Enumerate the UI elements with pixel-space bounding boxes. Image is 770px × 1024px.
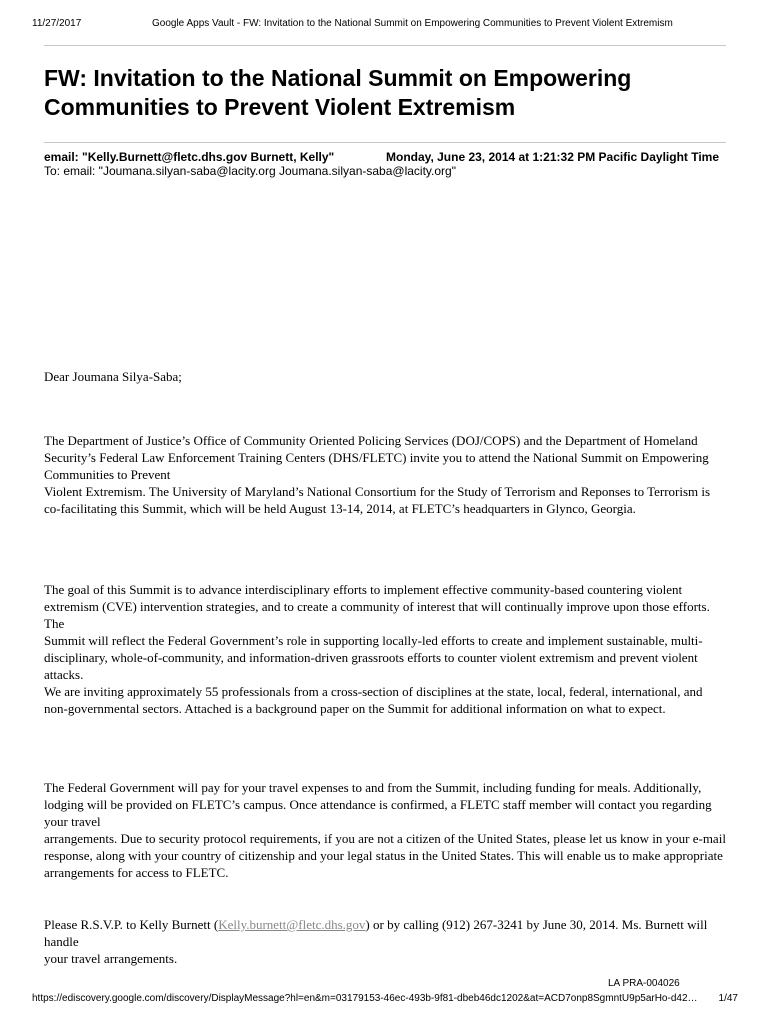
paragraph-goal (44, 581, 726, 717)
rsvp-text-after: ) or by calling (912) 267-3241 by June 30, 2014. Ms. Burnett will handle (44, 917, 708, 949)
print-footer (32, 993, 738, 1007)
email-subject: FW: Invitation to the National Summit on Empowering Communities to Prevent Violent Extremism (44, 65, 632, 120)
page-number: 1/47 (718, 993, 738, 1004)
rsvp-text-before: Please R.S.V.P. to Kelly Burnett ( (44, 917, 219, 932)
email-from: email: "Kelly.Burnett@fletc.dhs.gov Burnett, Kelly" (44, 150, 335, 164)
paragraph-line: arrangements. Due to security protocol requirements, if you are not a citizen of the United States, please let us know in your e-mail response, along with your country of citizenship and your legal status in the United States. This will enable us to make appropriate (44, 831, 726, 863)
greeting: Dear Joumana Silya-Saba; (44, 369, 182, 384)
email-to: To: email: "Joumana.silyan-saba@lacity.org Joumana.silyan-saba@lacity.org" (44, 164, 456, 178)
paragraph-line: your travel arrangements. (44, 951, 178, 966)
header-divider (44, 45, 726, 46)
subject-divider (44, 142, 726, 143)
paragraph-line: arrangements for access to FLETC. (44, 865, 229, 880)
bates-number: LA PRA-004026 (608, 978, 680, 989)
paragraph-line: The Department of Justice’s Office of Community Oriented Policing Services (DOJ/COPS) and the Department of Homeland Security’s Federal Law Enforcement Training Centers (DHS/FLETC) invite you to attend the National Summit on Empowering Communities to Prevent (44, 433, 709, 482)
paragraph-rsvp (44, 916, 726, 967)
email-meta (44, 150, 734, 178)
rsvp-email-link[interactable]: Kelly.burnett@fletc.dhs.gov (218, 917, 366, 932)
paragraph-line: The Federal Government will pay for your travel expenses to and from the Summit, including funding for meals. Additionally, lodging will be provided on FLETC’s campus. Once attendance is confirmed, a FLETC staff member will contact you regarding your travel (44, 780, 712, 829)
paragraph-line: Violent Extremism. The University of Maryland’s National Consortium for the Study of Terrorism and Reponses to Terrorism is co-facilitating this Summit, which will be held August 13-14, 2014, at FLETC’s headquarters in Glynco, Georgia. (44, 484, 711, 516)
footer-url: https://ediscovery.google.com/discovery/DisplayMessage?hl=en&m=03179153-46ec-493b-9f81-dbeb46dc1202&at=ACD7onp8SgmntU9p5arHo-d42… (32, 993, 698, 1004)
paragraph-travel (44, 779, 726, 881)
paragraph-line: We are inviting approximately 55 professionals from a cross-section of disciplines at the state, local, federal, international, and non-governmental sectors. Attached is a background paper on the Summit for additional information on what to expect. (44, 684, 703, 716)
paragraph-invitation (44, 432, 726, 517)
email-sent-date: Monday, June 23, 2014 at 1:21:32 PM Pacific Daylight Time (386, 150, 720, 164)
paragraph-line: Summit will reflect the Federal Government’s role in supporting locally-led efforts to create and implement sustainable, multi-disciplinary, whole-of-community, and information-driven grassroots efforts to counter violent extremism and prevent violent attacks. (44, 633, 703, 682)
print-date: 11/27/2017 (32, 18, 82, 29)
print-header (32, 18, 738, 32)
print-page-title: Google Apps Vault - FW: Invitation to the National Summit on Empowering Communities to Prevent Violent Extremism (152, 18, 673, 29)
paragraph-line: The goal of this Summit is to advance interdisciplinary efforts to implement effective community-based countering violent extremism (CVE) intervention strategies, and to create a community of interest that will continually improve upon those efforts. The (44, 582, 710, 631)
